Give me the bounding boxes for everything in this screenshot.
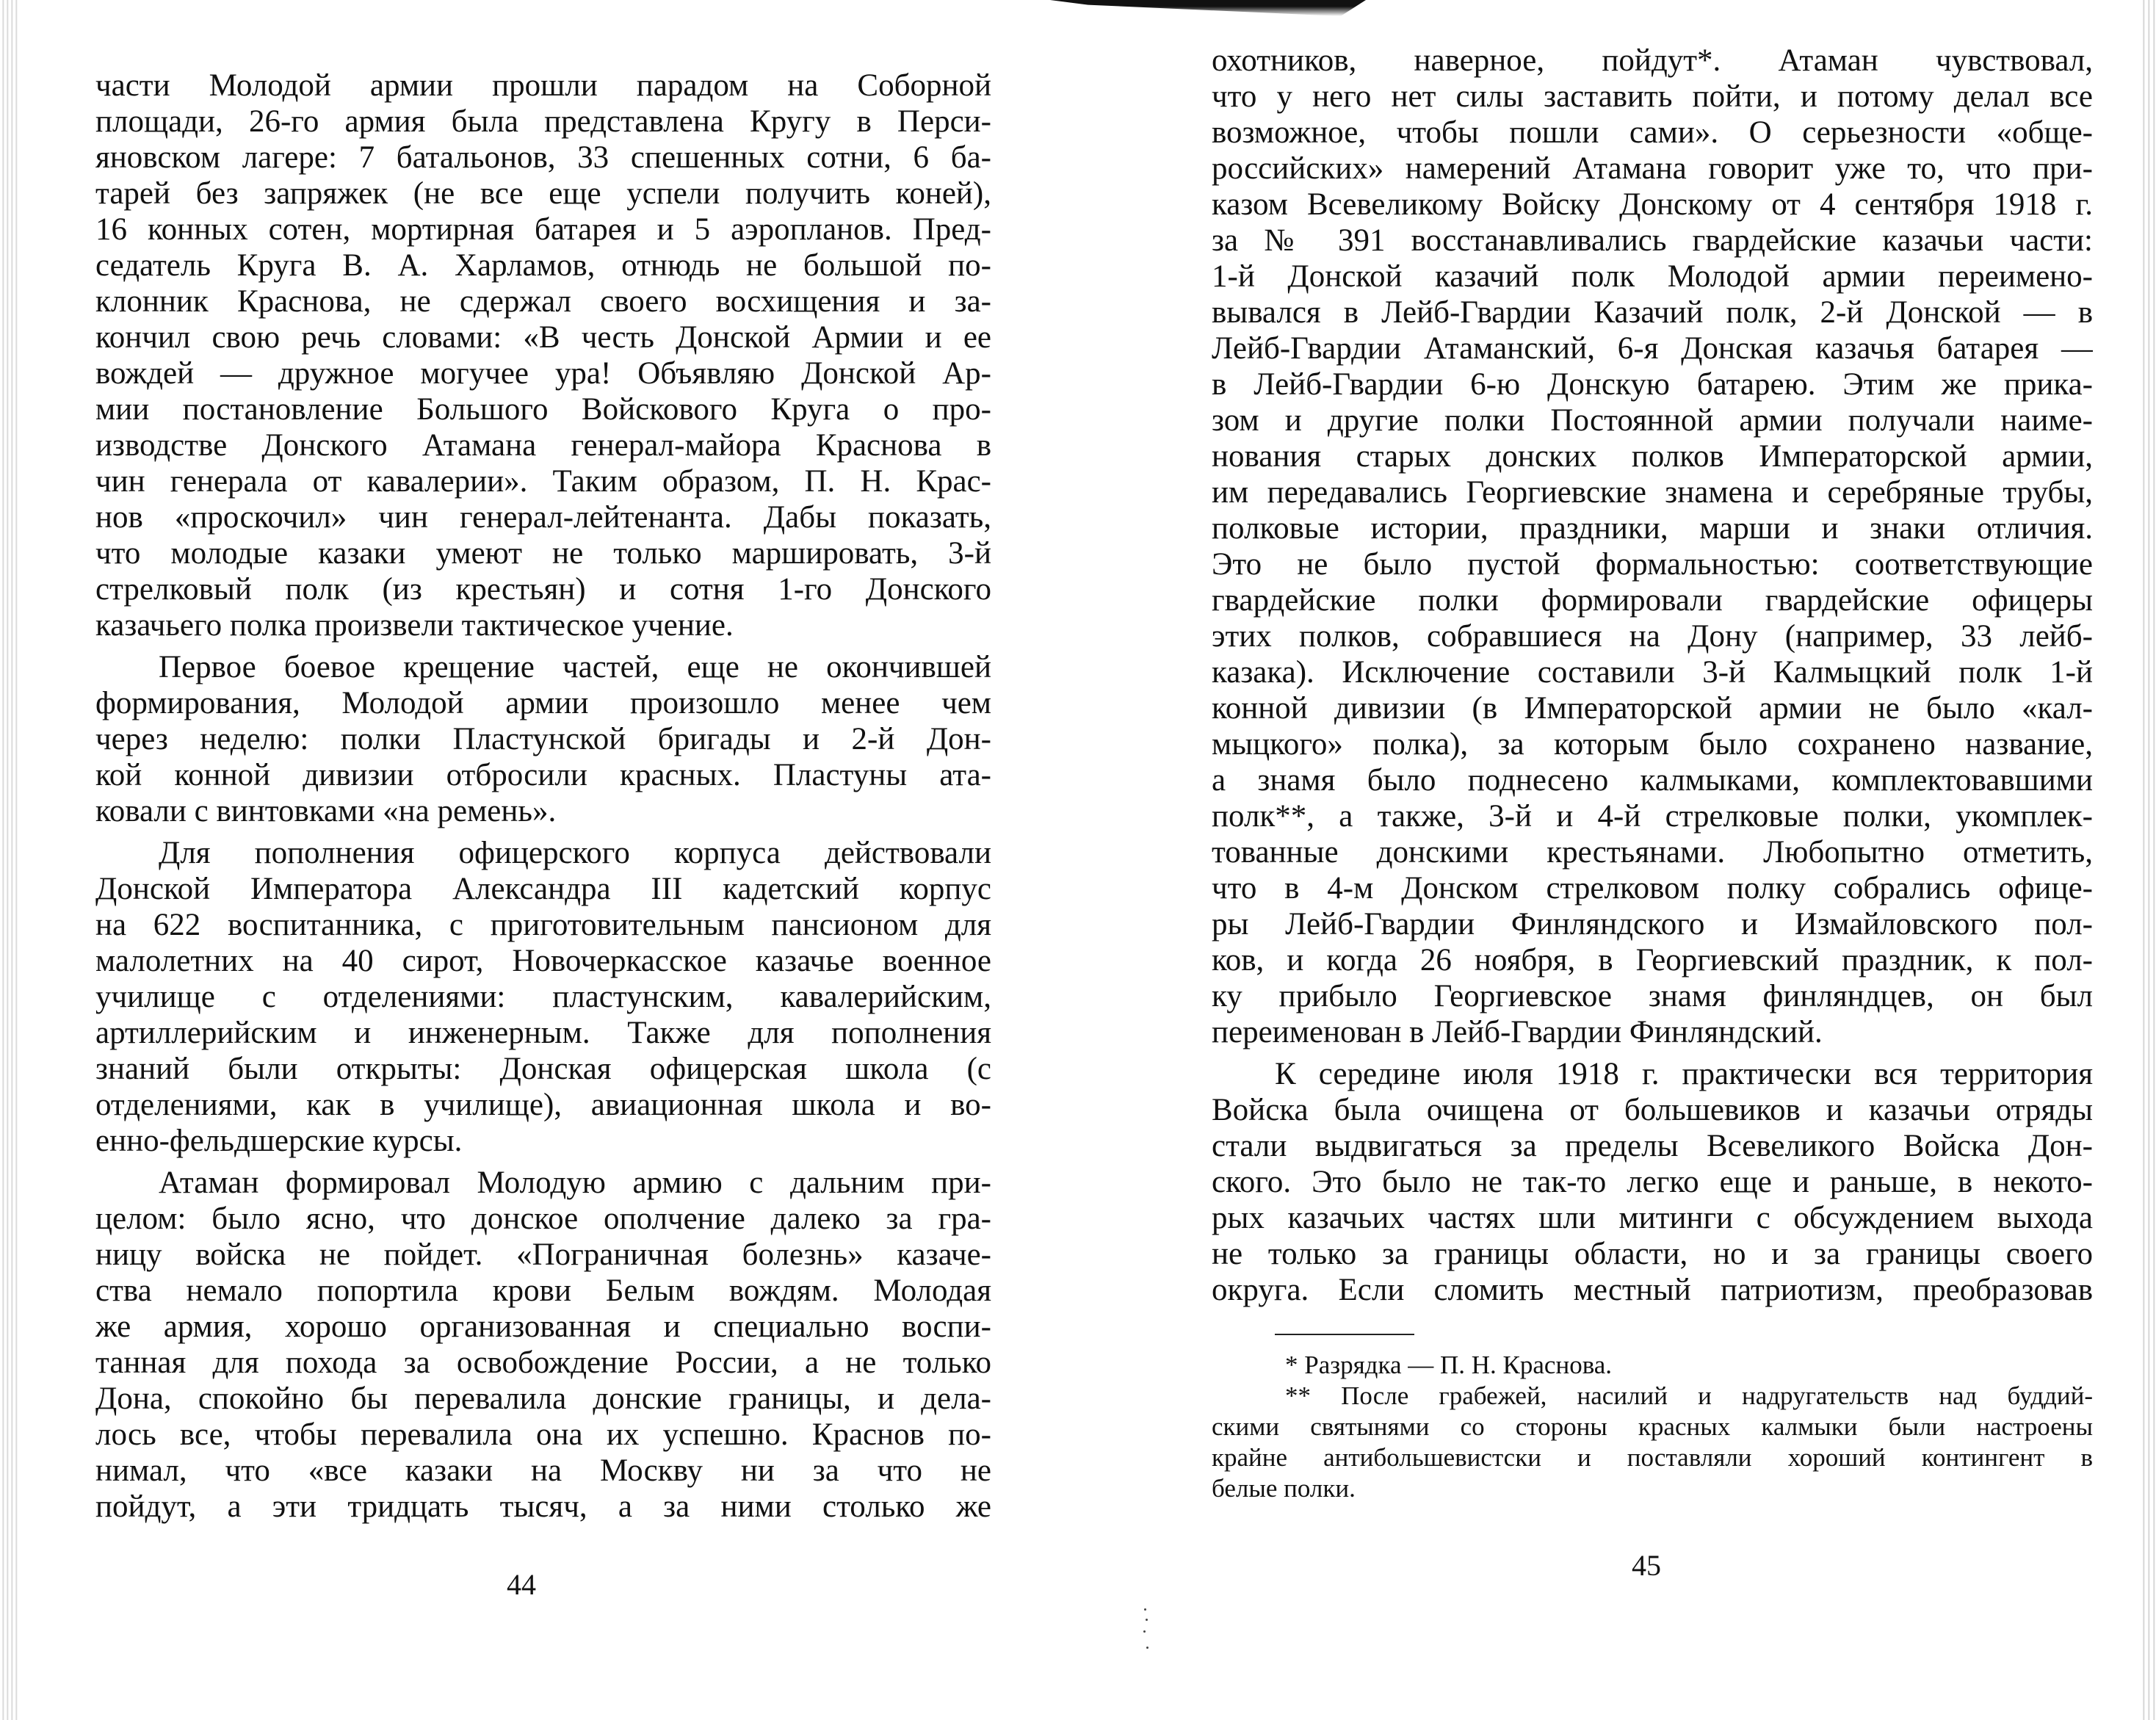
text-line: стали выдвигаться за пределы Всевеликого Войска Дон- bbox=[1212, 1129, 2093, 1163]
text-line: чин генерала от кавалерии». Таким образом, П. Н. Крас- bbox=[95, 464, 991, 499]
text-line: рых казачьих частях шли митинги с обсуждением выхода bbox=[1212, 1201, 2093, 1235]
text-line: казачьего полка произвели тактическое учение. bbox=[95, 608, 734, 643]
text-line: за № 391 восстанавливались гвардейские казачьи части: bbox=[1212, 223, 2093, 258]
text-line: целом: было ясно, что донское ополчение далеко за гра- bbox=[95, 1202, 991, 1236]
text-line: 16 конных сотен, мортирная батарея и 5 аэропланов. Пред- bbox=[95, 212, 991, 247]
text-line: ства немало попортила крови Белым вождям. Молодая bbox=[95, 1273, 991, 1308]
text-line: Дона, спокойно бы перевалила донские границы, и дела- bbox=[95, 1381, 991, 1416]
scan-edge-right bbox=[2140, 0, 2156, 1720]
text-line: части Молодой армии прошли парадом на Соборной bbox=[95, 68, 991, 103]
text-line: Для пополнения офицерского корпуса действовали bbox=[159, 836, 991, 870]
scan-specks bbox=[1143, 1608, 1148, 1652]
text-line: изводстве Донского Атамана генерал-майора Краснова в bbox=[95, 428, 991, 463]
text-line: Первое боевое крещение частей, еще не окончившей bbox=[159, 650, 991, 684]
text-line: им передавались Георгиевские знамена и серебряные трубы, bbox=[1212, 475, 2093, 510]
text-line: что в 4-м Донском стрелковом полку собрались офице- bbox=[1212, 871, 2093, 906]
text-line: яновском лагере: 7 батальонов, 33 спешенных сотни, 6 ба- bbox=[95, 140, 991, 175]
text-line: гвардейские полки формировали гвардейские офицеры bbox=[1212, 583, 2093, 618]
text-line: вывался в Лейб-Гвардии Казачий полк, 2-й Донской — в bbox=[1212, 295, 2093, 330]
text-line: ков, и когда 26 ноября, в Георгиевский праздник, к пол- bbox=[1212, 943, 2093, 978]
text-line: артиллерийским и инженерным. Также для пополнения bbox=[95, 1016, 991, 1050]
text-line: малолетних на 40 сирот, Новочеркасское казачье военное bbox=[95, 944, 991, 978]
text-line: полк**, а также, 3-й и 4-й стрелковые полки, укомплек- bbox=[1212, 799, 2093, 834]
text-line: Донской Императора Александра III кадетский корпус bbox=[95, 872, 991, 906]
right-page-text bbox=[1212, 43, 2093, 1308]
text-line: отделениями, как в училище), авиационная школа и во- bbox=[95, 1088, 991, 1122]
text-line: ку прибыло Георгиевское знамя финляндцев, он был bbox=[1212, 979, 2093, 1013]
text-line: нования старых донских полков Императорской армии, bbox=[1212, 439, 2093, 474]
right-page bbox=[1212, 0, 2093, 1720]
footnote-line: скими святынями со стороны красных калмыки были настроены bbox=[1212, 1412, 2093, 1441]
text-line: в Лейб-Гвардии 6-ю Донскую батарею. Этим же прика- bbox=[1212, 367, 2093, 402]
text-line: мии постановление Большого Войскового Круга о про- bbox=[95, 392, 991, 427]
text-line: через неделю: полки Пластунской бригады и 2-й Дон- bbox=[95, 722, 991, 756]
text-line: на 622 воспитанника, с приготовительным пансионом для bbox=[95, 908, 991, 942]
footnote-line: белые полки. bbox=[1212, 1474, 1356, 1503]
text-line: же армия, хорошо организованная и специально воспи- bbox=[95, 1309, 991, 1344]
text-line: охотников, наверное, пойдут*. Атаман чувствовал, bbox=[1212, 43, 2093, 78]
text-line: не только за границы области, но и за границы своего bbox=[1212, 1237, 2093, 1271]
footnote-line: * Разрядка — П. Н. Краснова. bbox=[1285, 1351, 1613, 1379]
text-line: казака). Исключение составили 3-й Калмыцкий полк 1-й bbox=[1212, 655, 2093, 690]
text-line: нимал, что «все казаки на Москву ни за что не bbox=[95, 1453, 991, 1488]
text-line: тованные донскими крестьянами. Любопытно отметить, bbox=[1212, 835, 2093, 870]
text-line: Лейб-Гвардии Атаманский, 6-я Донская казачья батарея — bbox=[1212, 331, 2093, 366]
text-line: мыцкого» полка), за которым было сохранено название, bbox=[1212, 727, 2093, 762]
text-line: площади, 26-го армия была представлена Кругу в Перси- bbox=[95, 104, 991, 139]
text-line: нов «проскочил» чин генерал-лейтенанта. Дабы показать, bbox=[95, 500, 991, 535]
text-line: а знамя было поднесено калмыками, комплектовавшими bbox=[1212, 763, 2093, 798]
text-line: Войска была очищена от большевиков и казачьи отряды bbox=[1212, 1093, 2093, 1127]
left-page-text bbox=[95, 68, 991, 1525]
text-line: Это не было пустой формальностью: соответствующие bbox=[1212, 547, 2093, 582]
text-line: стрелковый полк (из крестьян) и сотня 1-го Донского bbox=[95, 572, 991, 607]
text-line: полковые истории, праздники, марши и знаки отличия. bbox=[1212, 511, 2093, 546]
text-line: ковали с винтовками «на ремень». bbox=[95, 794, 557, 828]
text-line: что молодые казаки умеют не только маршировать, 3-й bbox=[95, 536, 991, 571]
text-line: тарей без запряжек (не все еще успели получить коней), bbox=[95, 176, 991, 211]
text-line: пойдут, а эти тридцать тысяч, а за ними столько же bbox=[95, 1489, 991, 1524]
text-line: училище с отделениями: пластунским, кавалерийским, bbox=[95, 980, 991, 1014]
text-line: клонник Краснова, не сдержал своего восхищения и за- bbox=[95, 284, 991, 319]
scan-edge-left bbox=[0, 0, 19, 1720]
text-line: Атаман формировал Молодую армию с дальним при- bbox=[159, 1166, 991, 1200]
text-line: кой конной дивизии отбросили красных. Пластуны ата- bbox=[95, 758, 991, 792]
page-number: 45 bbox=[1632, 1549, 1661, 1582]
text-line: конной дивизии (в Императорской армии не было «кал- bbox=[1212, 691, 2093, 726]
text-line: енно-фельдшерские курсы. bbox=[95, 1124, 463, 1158]
footnote-line: ** После грабежей, насилий и надругательств над буддий- bbox=[1285, 1381, 2093, 1410]
text-line: казом Всевеликому Войску Донскому от 4 сентября 1918 г. bbox=[1212, 187, 2093, 222]
text-line: танная для похода за освобождение России, а не только bbox=[95, 1345, 991, 1380]
text-line: кончил свою речь словами: «В честь Донской Армии и ее bbox=[95, 320, 991, 355]
text-line: ры Лейб-Гвардии Финляндского и Измайловского пол- bbox=[1212, 907, 2093, 942]
text-line: ницу войска не пойдет. «Пограничная болезнь» казаче- bbox=[95, 1237, 991, 1272]
text-line: этих полков, собравшиеся на Дону (например, 33 лейб- bbox=[1212, 619, 2093, 654]
text-line: К середине июля 1918 г. практически вся территория bbox=[1275, 1057, 2093, 1091]
text-line: что у него нет силы заставить пойти, и потому делал все bbox=[1212, 79, 2093, 114]
text-line: российских» намерений Атамана говорит уже то, что при- bbox=[1212, 151, 2093, 186]
footnote-line: крайне антибольшевистски и поставляли хороший контингент в bbox=[1212, 1443, 2093, 1472]
text-line: вождей — дружное могучее ура! Объявляю Донской Ар- bbox=[95, 356, 991, 391]
page-number: 44 bbox=[507, 1568, 536, 1601]
footnotes bbox=[1212, 1350, 2093, 1504]
left-page bbox=[95, 0, 991, 1720]
text-line: 1-й Донской казачий полк Молодой армии переимено- bbox=[1212, 259, 2093, 294]
text-line: возможное, чтобы пошли сами». О серьезности «обще- bbox=[1212, 115, 2093, 150]
footnote-separator bbox=[1275, 1334, 1414, 1335]
text-line: лось все, чтобы перевалила она их успешно. Краснов по- bbox=[95, 1417, 991, 1452]
text-line: седатель Круга В. А. Харламов, отнюдь не большой по- bbox=[95, 248, 991, 283]
text-line: ского. Это было не так-то легко еще и раньше, в некото- bbox=[1212, 1165, 2093, 1199]
text-line: знаний были открыты: Донская офицерская школа (с bbox=[95, 1052, 991, 1086]
text-line: округа. Если сломить местный патриотизм, преобразовав bbox=[1212, 1273, 2093, 1307]
text-line: зом и другие полки Постоянной армии получали наиме- bbox=[1212, 403, 2093, 438]
text-line: формирования, Молодой армии произошло менее чем bbox=[95, 686, 991, 720]
text-line: переименован в Лейб-Гвардии Финляндский. bbox=[1212, 1015, 1823, 1049]
